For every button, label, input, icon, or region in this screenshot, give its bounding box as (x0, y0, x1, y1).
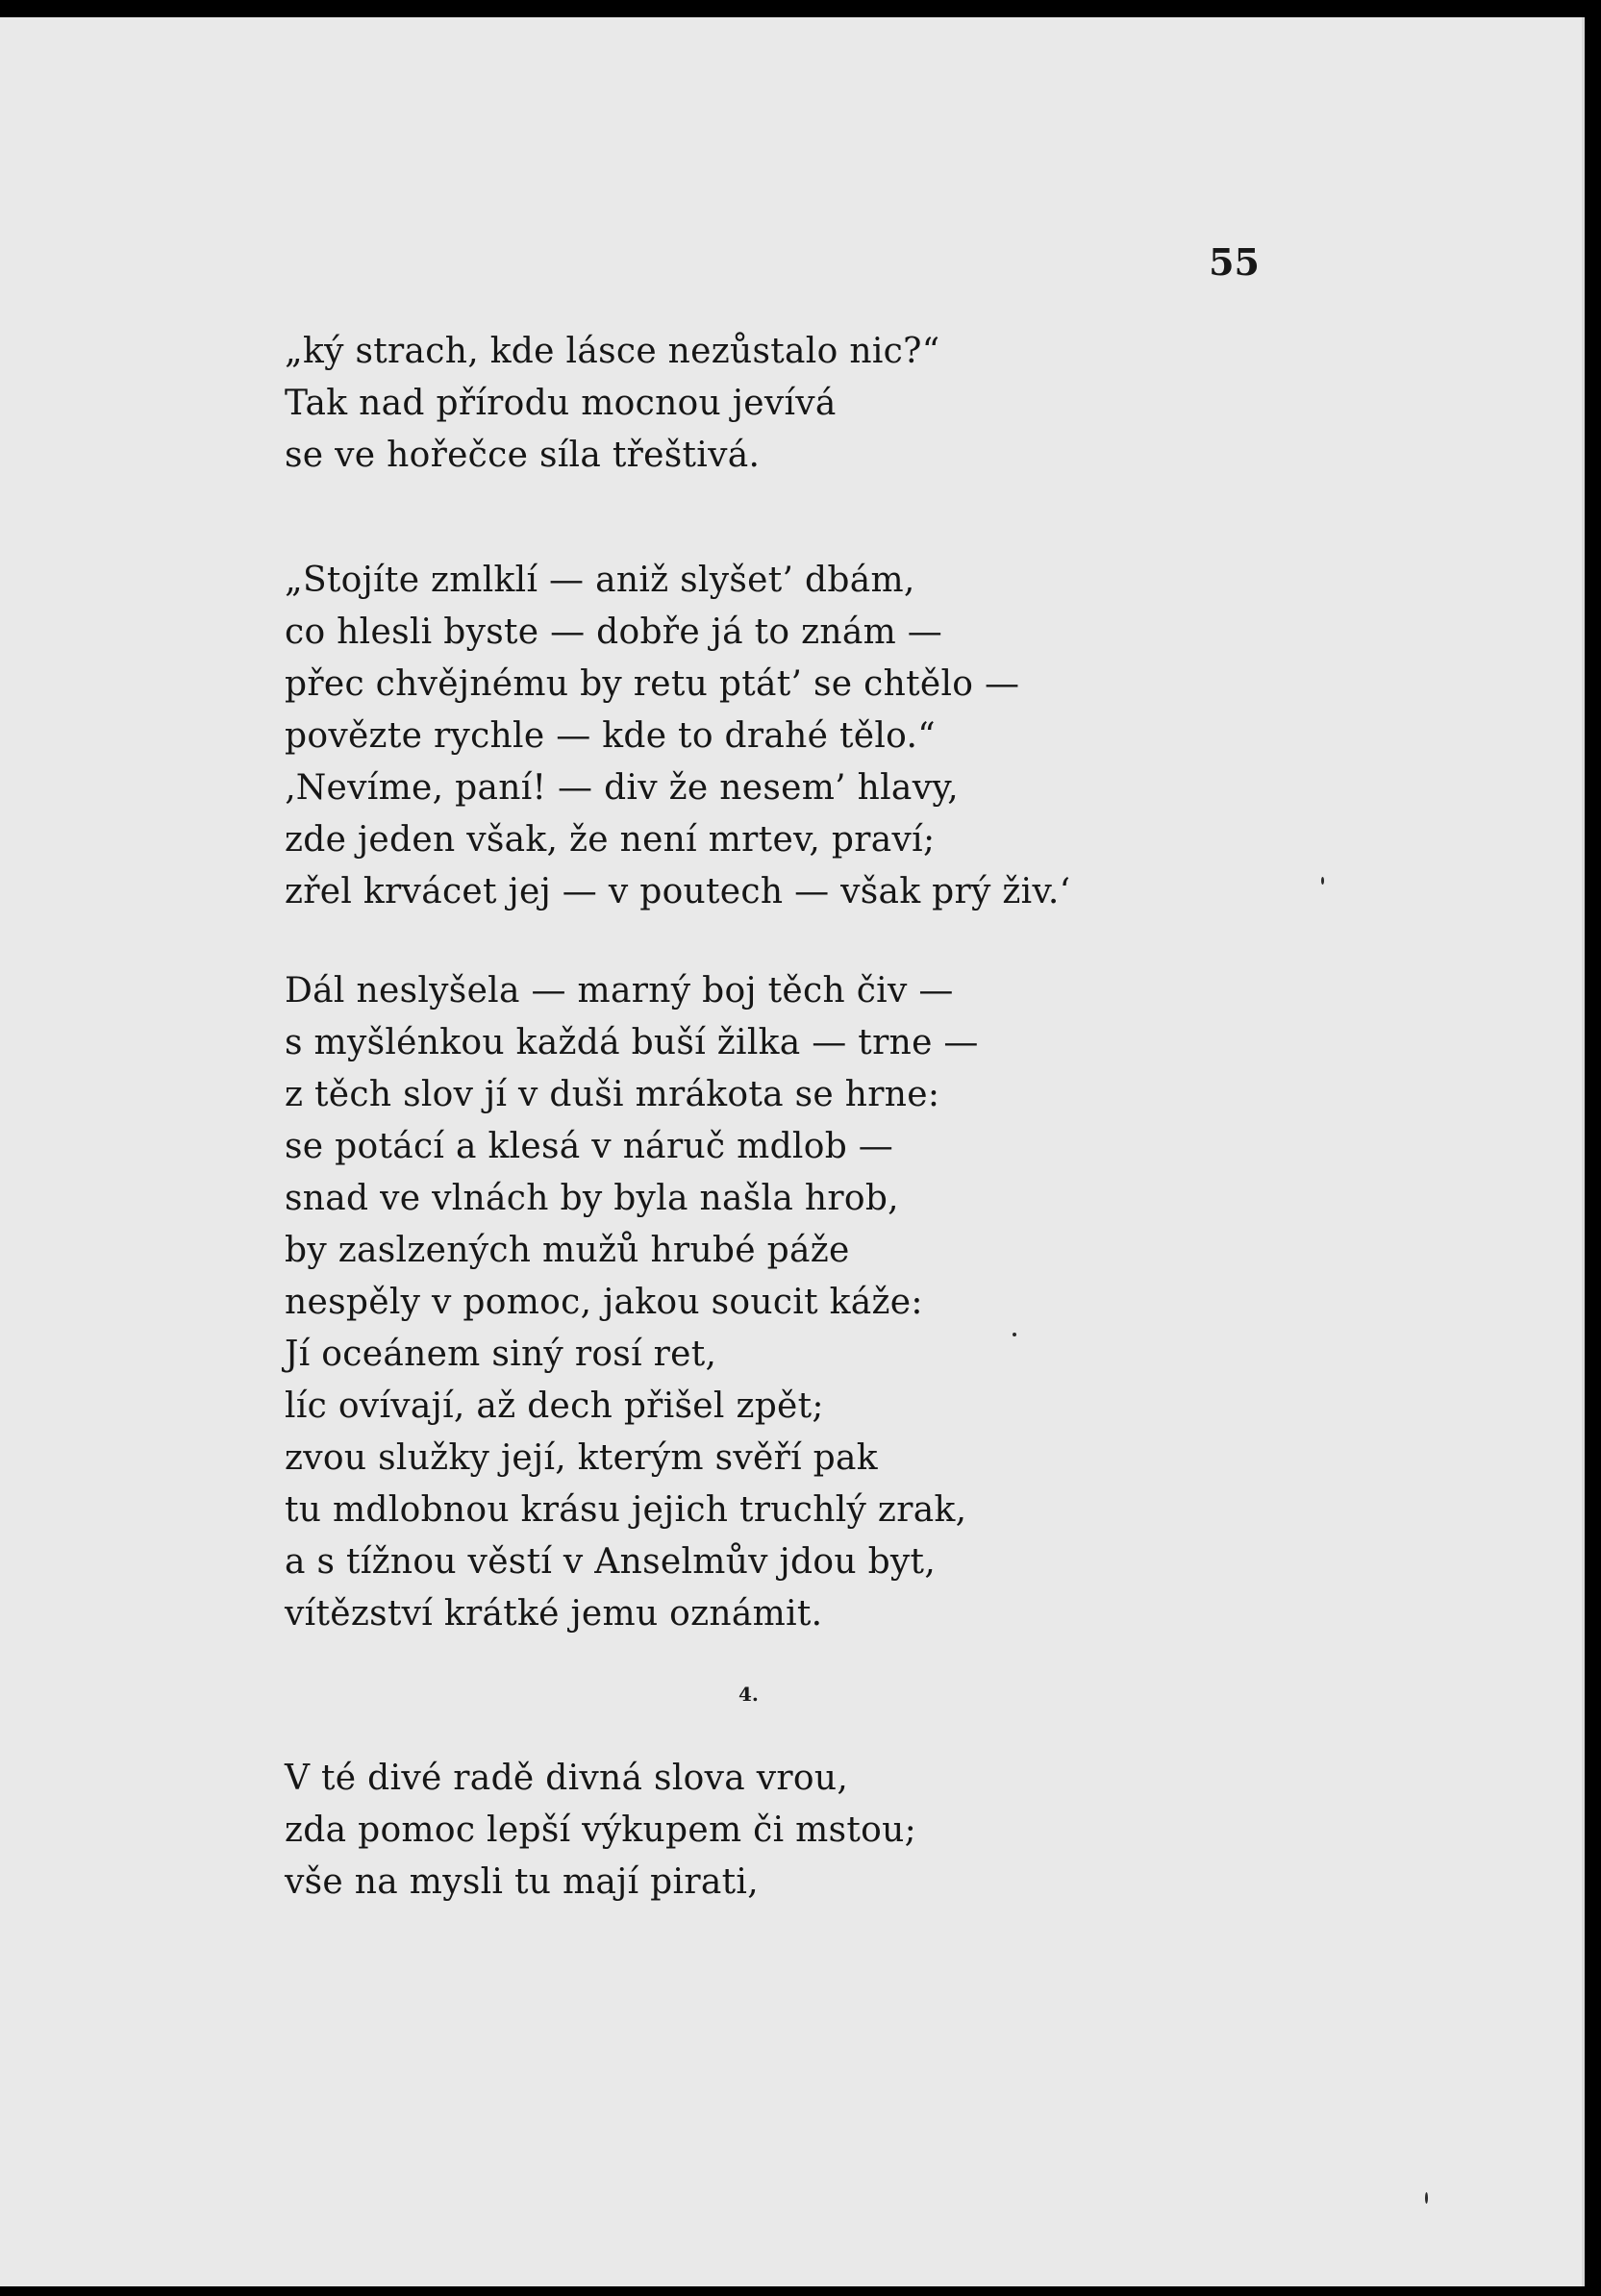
stanza-1 (285, 326, 939, 482)
verse-line: vítězství krátké jemu oznámit. (285, 1594, 823, 1634)
verse-line: se ve hořečce síla třeštivá. (285, 436, 761, 475)
verse-line: „ký strach, kde lásce nezůstalo nic?“ (285, 332, 940, 371)
verse-line: líc ovívají, až dech přišel zpět; (285, 1386, 824, 1426)
verse-line: „Stojíte zmlklí — aniž slyšet’ dbám, (285, 561, 915, 600)
verse-line: ‚Nevíme, paní! — div že nesem’ hlavy, (285, 768, 959, 808)
page-number: 55 (1209, 240, 1260, 284)
section-number: 4. (738, 1683, 759, 1706)
verse-line: by zaslzených mužů hrubé páže (285, 1231, 850, 1270)
book-page (0, 17, 1585, 2286)
print-speck (1425, 2192, 1428, 2204)
verse-line: Dál neslyšela — marný boj těch čiv — (285, 971, 954, 1011)
verse-line: s myšlénkou každá buší žilka — trne — (285, 1023, 979, 1062)
verse-line: zvou služky její, kterým svěří pak (285, 1438, 878, 1478)
verse-line: co hlesli byste — dobře já to znám — (285, 612, 943, 652)
print-speck (1321, 877, 1324, 885)
print-speck (1013, 1333, 1016, 1336)
verse-line: zřel krvácet jej — v poutech — však prý živ.‘ (285, 872, 1071, 911)
stanza-3 (285, 965, 979, 1640)
verse-line: Jí oceánem siný rosí ret, (285, 1335, 717, 1374)
verse-line: tu mdlobnou krásu jejich truchlý zrak, (285, 1490, 967, 1530)
verse-line: nespěly v pomoc, jakou soucit káže: (285, 1283, 923, 1322)
verse-line: snad ve vlnách by byla našla hrob, (285, 1179, 899, 1218)
verse-line: vše na mysli tu mají pirati, (285, 1862, 759, 1902)
verse-line: Tak nad přírodu mocnou jevívá (285, 384, 837, 423)
verse-line: zda pomoc lepší výkupem či mstou; (285, 1810, 917, 1850)
verse-line: V té divé radě divná slova vrou, (285, 1759, 849, 1798)
verse-line: z těch slov jí v duši mrákota se hrne: (285, 1075, 940, 1114)
verse-line: povězte rychle — kde to drahé tělo.“ (285, 716, 936, 756)
stanza-2 (285, 555, 1070, 918)
stanza-4 (285, 1753, 916, 1909)
verse-line: a s tížnou věstí v Anselmův jdou byt, (285, 1542, 937, 1582)
verse-line: se potácí a klesá v náruč mdlob — (285, 1127, 894, 1166)
verse-line: přec chvějnému by retu ptát’ se chtělo — (285, 664, 1020, 704)
verse-line: zde jeden však, že není mrtev, praví; (285, 820, 936, 860)
